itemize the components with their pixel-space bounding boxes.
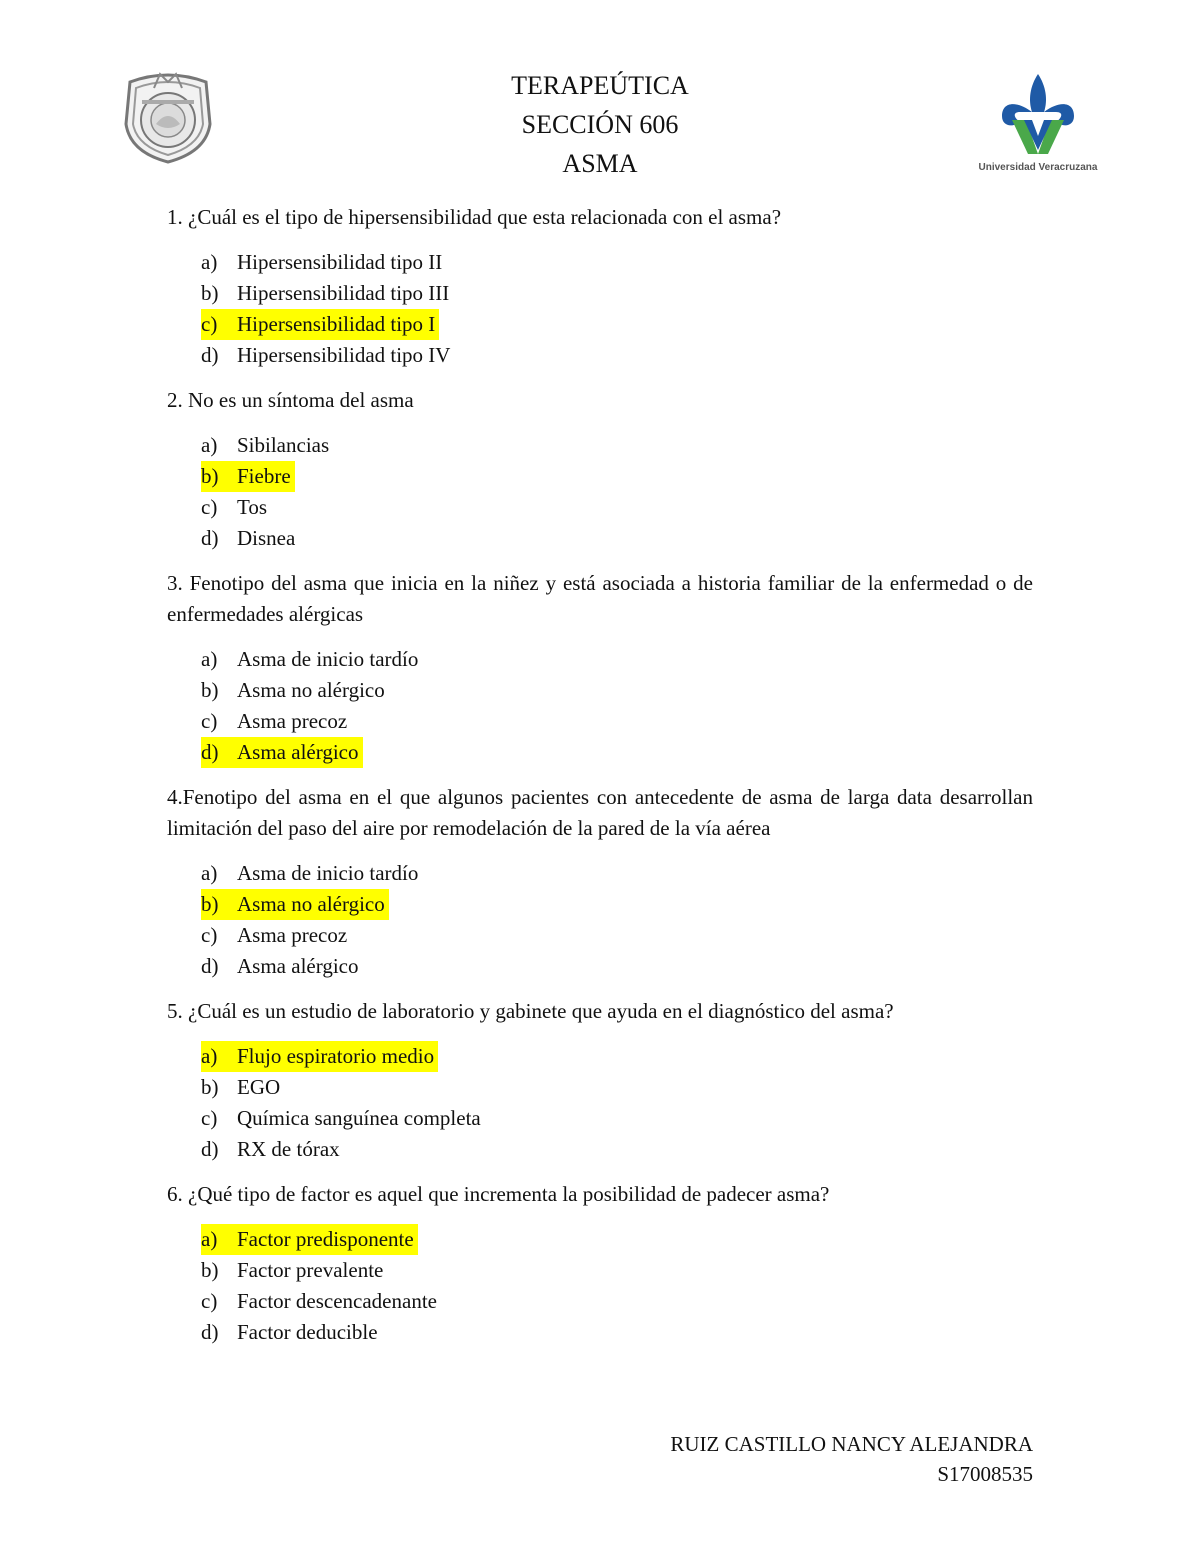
option-letter: d) (201, 1137, 219, 1161)
answer (201, 1317, 382, 1348)
answer-option (167, 951, 1033, 982)
answer-options (167, 644, 1033, 768)
option-letter: a) (201, 1044, 218, 1068)
question-text: 1. ¿Cuál es el tipo de hipersensibilidad que esta relacionada con el asma? (167, 205, 782, 229)
option-letter: b) (201, 1258, 219, 1282)
option-text: Hipersensibilidad tipo III (237, 281, 450, 305)
answer-option (167, 309, 1033, 340)
answer-option (167, 675, 1033, 706)
option-letter: d) (201, 526, 219, 550)
answer-option (167, 889, 1033, 920)
option-text: EGO (237, 1075, 281, 1099)
answer-options (167, 247, 1033, 371)
answer-option (167, 737, 1033, 768)
option-text: Asma de inicio tardío (237, 647, 419, 671)
answer-option (167, 1041, 1033, 1072)
option-text: Asma no alérgico (237, 678, 385, 702)
document-header (400, 70, 800, 187)
answer-option (167, 430, 1033, 461)
option-text: Disnea (237, 526, 296, 550)
option-letter: c) (201, 1289, 218, 1313)
highlighted-answer (201, 737, 363, 768)
answer-options (167, 1041, 1033, 1165)
option-text: Asma precoz (237, 709, 348, 733)
universidad-veracruzana-logo (976, 70, 1100, 174)
question-text: 3. Fenotipo del asma que inicia en la niñez y está asociada a historia familiar de la enfermedad o de enfermedades alérgicas (167, 571, 1033, 626)
answer-option (167, 644, 1033, 675)
option-text: Factor predisponente (237, 1227, 414, 1251)
answer (201, 523, 299, 554)
option-letter: d) (201, 343, 219, 367)
answer-option (167, 461, 1033, 492)
option-letter: c) (201, 312, 218, 336)
answer-option (167, 858, 1033, 889)
answer (201, 1286, 441, 1317)
answer-option (167, 1103, 1033, 1134)
option-text: Flujo espiratorio medio (237, 1044, 435, 1068)
option-text: Hipersensibilidad tipo II (237, 250, 443, 274)
answer (201, 1134, 344, 1165)
answer (201, 278, 453, 309)
option-letter: c) (201, 709, 218, 733)
option-letter: c) (201, 495, 218, 519)
option-letter: b) (201, 281, 219, 305)
author-name: RUIZ CASTILLO NANCY ALEJANDRA (670, 1432, 1033, 1456)
answer-option (167, 1286, 1033, 1317)
university-seal-icon (120, 68, 216, 164)
student-id: S17008535 (937, 1462, 1033, 1486)
option-letter: a) (201, 647, 218, 671)
answer-option (167, 1224, 1033, 1255)
question-text: 6. ¿Qué tipo de factor es aquel que incrementa la posibilidad de padecer asma? (167, 1182, 830, 1206)
section-title: SECCIÓN 606 (521, 110, 679, 139)
course-title: TERAPEÚTICA (511, 71, 689, 100)
option-letter: a) (201, 861, 218, 885)
option-text: Factor prevalente (237, 1258, 384, 1282)
answer-option (167, 278, 1033, 309)
option-text: Asma alérgico (237, 740, 359, 764)
option-text: Factor descencadenante (237, 1289, 437, 1313)
answer-option (167, 340, 1033, 371)
questionnaire (167, 202, 1033, 1362)
answer-option (167, 247, 1033, 278)
option-text: RX de tórax (237, 1137, 340, 1161)
option-letter: a) (201, 250, 218, 274)
answer-option (167, 1134, 1033, 1165)
option-text: Asma de inicio tardío (237, 861, 419, 885)
answer (201, 1103, 485, 1134)
answer (201, 1072, 284, 1103)
highlighted-answer (201, 1224, 418, 1255)
option-letter: a) (201, 1227, 218, 1251)
option-letter: d) (201, 954, 219, 978)
option-letter: a) (201, 433, 218, 457)
answer (201, 951, 363, 982)
answer (201, 430, 333, 461)
option-text: Asma precoz (237, 923, 348, 947)
option-letter: b) (201, 464, 219, 488)
option-letter: d) (201, 1320, 219, 1344)
answer-option (167, 920, 1033, 951)
answer-option (167, 1072, 1033, 1103)
answer-option (167, 706, 1033, 737)
option-letter: c) (201, 1106, 218, 1130)
option-letter: d) (201, 740, 219, 764)
option-letter: b) (201, 892, 219, 916)
author-block (670, 1429, 1033, 1489)
highlighted-answer (201, 461, 295, 492)
answer (201, 340, 454, 371)
answer (201, 706, 351, 737)
topic-title: ASMA (562, 149, 638, 178)
option-text: Sibilancias (237, 433, 330, 457)
option-text: Factor deducible (237, 1320, 378, 1344)
answer-option (167, 1317, 1033, 1348)
option-text: Tos (237, 495, 268, 519)
option-letter: b) (201, 678, 219, 702)
option-letter: c) (201, 923, 218, 947)
option-text: Química sanguínea completa (237, 1106, 481, 1130)
answer (201, 492, 271, 523)
question-text: 5. ¿Cuál es un estudio de laboratorio y gabinete que ayuda en el diagnóstico del asma? (167, 999, 894, 1023)
answer (201, 675, 389, 706)
answer-option (167, 492, 1033, 523)
option-text: Asma alérgico (237, 954, 359, 978)
answer (201, 920, 351, 951)
answer-option (167, 1255, 1033, 1286)
option-text: Asma no alérgico (237, 892, 385, 916)
answer (201, 858, 422, 889)
fleur-de-lis-icon (976, 70, 1100, 160)
option-text: Fiebre (237, 464, 291, 488)
answer-option (167, 523, 1033, 554)
answer (201, 247, 446, 278)
option-text: Hipersensibilidad tipo I (237, 312, 436, 336)
highlighted-answer (201, 889, 389, 920)
answer-options (167, 430, 1033, 554)
answer-options (167, 1224, 1033, 1348)
option-text: Hipersensibilidad tipo IV (237, 343, 451, 367)
answer-options (167, 858, 1033, 982)
option-letter: b) (201, 1075, 219, 1099)
answer (201, 1255, 387, 1286)
question-text: 2. No es un síntoma del asma (167, 388, 414, 412)
question-text: 4.Fenotipo del asma en el que algunos pacientes con antecedente de asma de larga data desarrollan limitación del paso del aire por remodelación de la pared de la vía aérea (167, 785, 1033, 840)
highlighted-answer (201, 1041, 438, 1072)
answer (201, 644, 422, 675)
highlighted-answer (201, 309, 439, 340)
university-logo-label: Universidad Veracruzana (978, 162, 1098, 173)
